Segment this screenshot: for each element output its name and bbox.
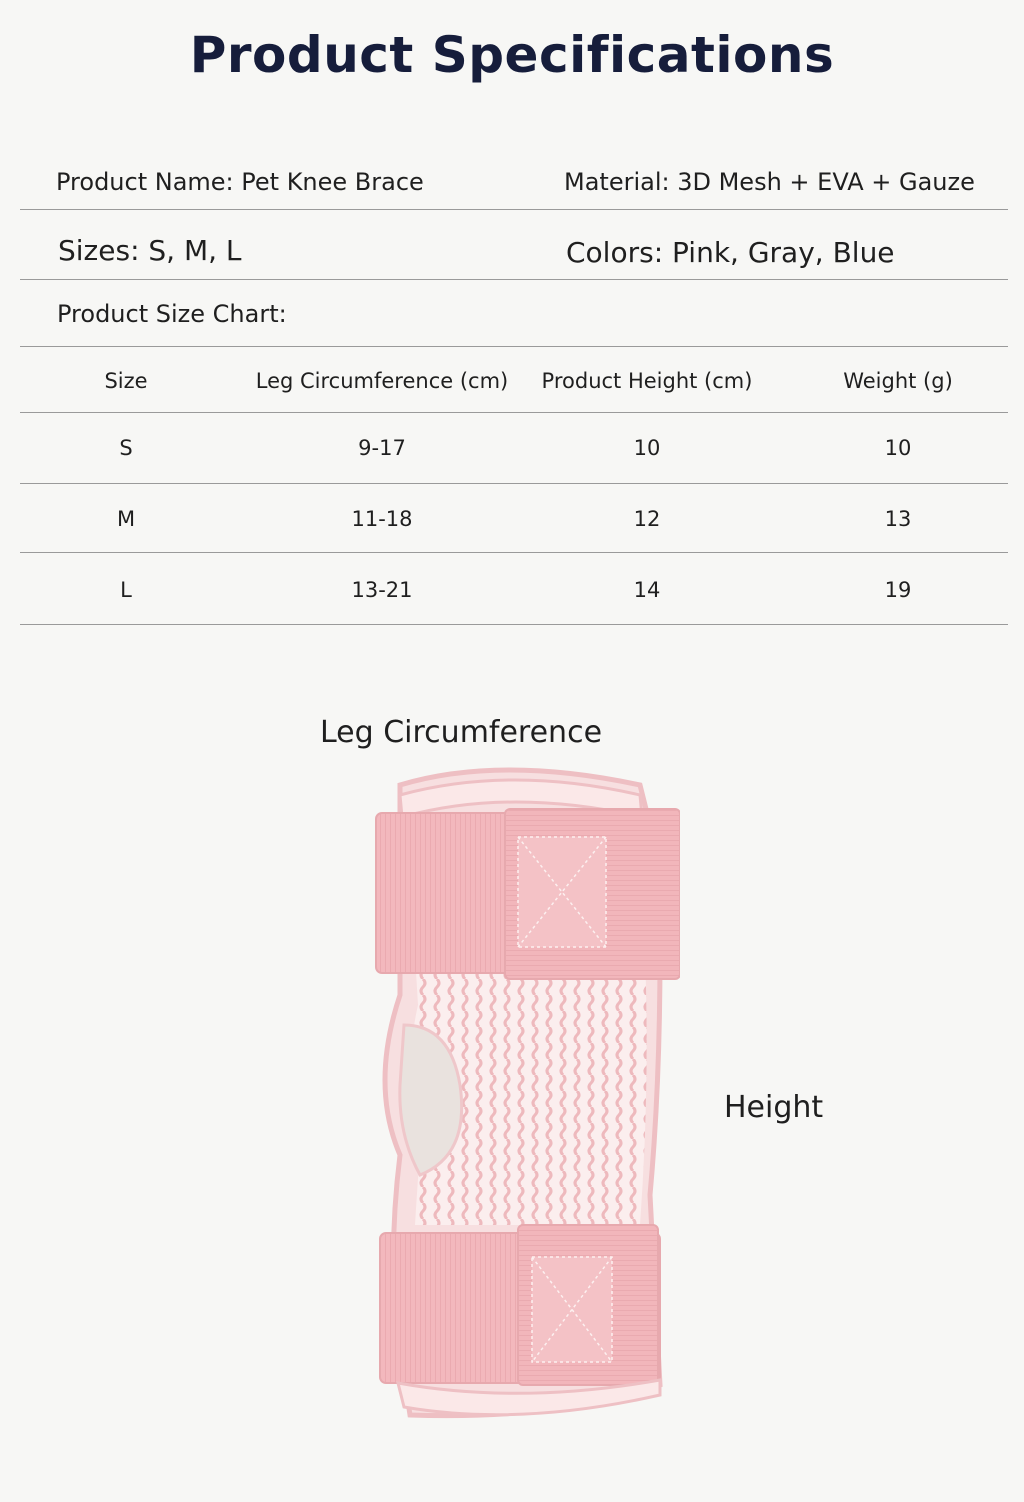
cell-weight: 19: [884, 578, 912, 602]
divider: [20, 279, 1008, 280]
cell-leg-circumference: 13-21: [351, 578, 413, 602]
product-name-text: Product Name: Pet Knee Brace: [56, 168, 424, 196]
header-product-height: Product Height (cm): [541, 369, 753, 393]
divider: [20, 483, 1008, 484]
cell-size: S: [119, 436, 133, 460]
material-text: Material: 3D Mesh + EVA + Gauze: [564, 168, 975, 196]
cell-product-height: 12: [633, 507, 661, 531]
cell-leg-circumference: 9-17: [358, 436, 406, 460]
cell-size: M: [116, 507, 136, 531]
sizes-text: Sizes: S, M, L: [58, 234, 242, 267]
height-label: Height: [724, 1090, 824, 1125]
header-leg-circumference: Leg Circumference (cm): [255, 369, 509, 393]
page-title: Product Specifications: [189, 26, 835, 84]
divider: [20, 209, 1008, 210]
cell-leg-circumference: 11-18: [351, 507, 413, 531]
size-chart-label: Product Size Chart:: [57, 300, 287, 328]
cell-weight: 10: [884, 436, 912, 460]
colors-text: Colors: Pink, Gray, Blue: [566, 236, 895, 269]
cell-product-height: 10: [633, 436, 661, 460]
cell-size: L: [120, 578, 132, 602]
header-size: Size: [104, 369, 148, 393]
divider: [20, 552, 1008, 553]
cell-product-height: 14: [633, 578, 661, 602]
cell-weight: 13: [884, 507, 912, 531]
knee-brace-image: [360, 755, 680, 1435]
leg-circumference-label: Leg Circumference: [320, 715, 603, 750]
divider: [20, 346, 1008, 347]
divider: [20, 624, 1008, 625]
divider: [20, 412, 1008, 413]
header-weight: Weight (g): [843, 369, 953, 393]
